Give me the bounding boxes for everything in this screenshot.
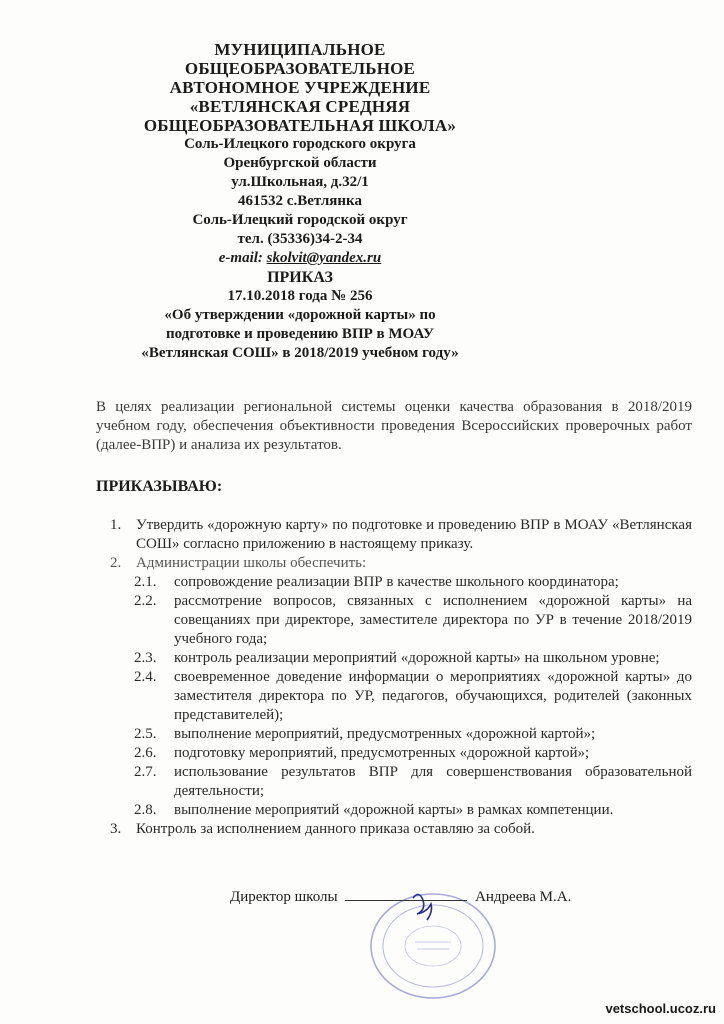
sub-item: [110, 725, 692, 744]
email-link[interactable]: skolvit@yandex.ru: [266, 250, 382, 266]
order-date-number: 17.10.2018 года № 256: [227, 288, 373, 304]
item-number: 2.: [110, 555, 122, 571]
sub-item-text: использование результатов ВПР для совершенствования образовательной деятельности;: [174, 764, 692, 799]
order-list: [110, 516, 692, 839]
list-item: [110, 820, 692, 839]
letterhead: [100, 40, 500, 363]
item-text: Утвердить «дорожную карту» по подготовке и проведению ВПР в МОАУ «Ветлянская СОШ» согласно приложению в настоящему приказу.: [136, 517, 692, 552]
signature-role: Директор школы: [230, 889, 338, 905]
letterhead-line: «ВЕТЛЯНСКАЯ СРЕДНЯЯ: [189, 97, 411, 116]
sub-item-number: 2.3.: [134, 650, 157, 666]
order-subject: «Об утверждении «дорожной карты» по: [164, 307, 436, 323]
letterhead-line: Оренбургской области: [223, 155, 377, 171]
letterhead-line: ОБЩЕОБРАЗОВАТЕЛЬНОЕ: [184, 59, 416, 78]
sub-item-text: своевременное доведение информации о мероприятиях «дорожной карты» до заместителя директора по УР, педагогов, обучающихся, родителей (законных представителей);: [174, 669, 692, 723]
sub-item: [110, 801, 692, 820]
letterhead-line: 461532 с.Ветлянка: [238, 193, 362, 209]
order-title: ПРИКАЗ: [267, 269, 333, 286]
site-watermark: vetschool.ucoz.ru: [605, 1001, 716, 1016]
letterhead-line: АВТОНОМНОЕ УЧРЕЖДЕНИЕ: [169, 78, 431, 97]
item-text: Контроль за исполнением данного приказа оставляю за собой.: [136, 821, 535, 837]
signature-block: [230, 888, 690, 906]
sub-item-number: 2.7.: [134, 764, 157, 780]
letterhead-line: Соль-Илецкого городского округа: [184, 136, 416, 152]
sub-item-number: 2.6.: [134, 745, 157, 761]
sub-item-number: 2.2.: [134, 593, 157, 609]
letterhead-line: МУНИЦИПАЛЬНОЕ: [214, 40, 386, 59]
phone: тел. (35336)34-2-34: [237, 231, 363, 247]
sub-item: [110, 668, 692, 725]
sub-item-text: подготовку мероприятий, предусмотренных «дорожной картой»;: [174, 745, 590, 761]
email: [100, 249, 500, 268]
sub-item: [110, 744, 692, 763]
sub-item: [110, 573, 692, 592]
letterhead-line: ОБЩЕОБРАЗОВАТЕЛЬНАЯ ШКОЛА»: [143, 116, 457, 135]
sub-item-number: 2.4.: [134, 669, 157, 685]
sub-item-text: выполнение мероприятий «дорожной карты» в рамках компетенции.: [174, 802, 614, 818]
list-item: [110, 516, 692, 554]
email-label: e-mail:: [218, 250, 263, 266]
letterhead-line: Соль-Илецкий городской округ: [192, 212, 408, 228]
sub-item: [110, 649, 692, 668]
school-stamp-icon: [355, 888, 505, 1008]
sub-item: [110, 592, 692, 649]
sub-item-number: 2.8.: [134, 802, 157, 818]
signature-line: [345, 888, 467, 901]
sub-item-text: рассмотрение вопросов, связанных с исполнением «дорожной карты» на совещаниях при директоре, заместителе директора по УР в течение 2018/2019 учебного года;: [174, 593, 692, 647]
sub-item-text: выполнение мероприятий, предусмотренных «дорожной картой»;: [174, 726, 596, 742]
list-item: [110, 554, 692, 573]
item-text: Администрации школы обеспечить:: [136, 555, 367, 571]
sub-item-number: 2.5.: [134, 726, 157, 742]
signature-name: Андреева М.А.: [475, 889, 572, 905]
sub-item: [110, 763, 692, 801]
sub-item-number: 2.1.: [134, 574, 157, 590]
sub-item-text: контроль реализации мероприятий «дорожной карты» на школьном уровне;: [174, 650, 660, 666]
order-heading: ПРИКАЗЫВАЮ:: [96, 478, 223, 495]
letterhead-line: ул.Школьная, д.32/1: [231, 174, 369, 190]
order-subject: «Ветлянская СОШ» в 2018/2019 учебном году»: [141, 345, 459, 361]
item-number: 1.: [110, 517, 122, 533]
order-subject: подготовке и проведению ВПР в МОАУ: [166, 326, 434, 342]
intro-paragraph: В целях реализации региональной системы оценки качества образования в 2018/2019 учебном году, обеспечения объективности проведения Всероссийских проверочных работ (далее-ВПР) и анализа их результатов.: [96, 399, 692, 453]
sub-item-text: сопровождение реализации ВПР в качестве школьного координатора;: [174, 574, 619, 590]
item-number: 3.: [110, 821, 122, 837]
